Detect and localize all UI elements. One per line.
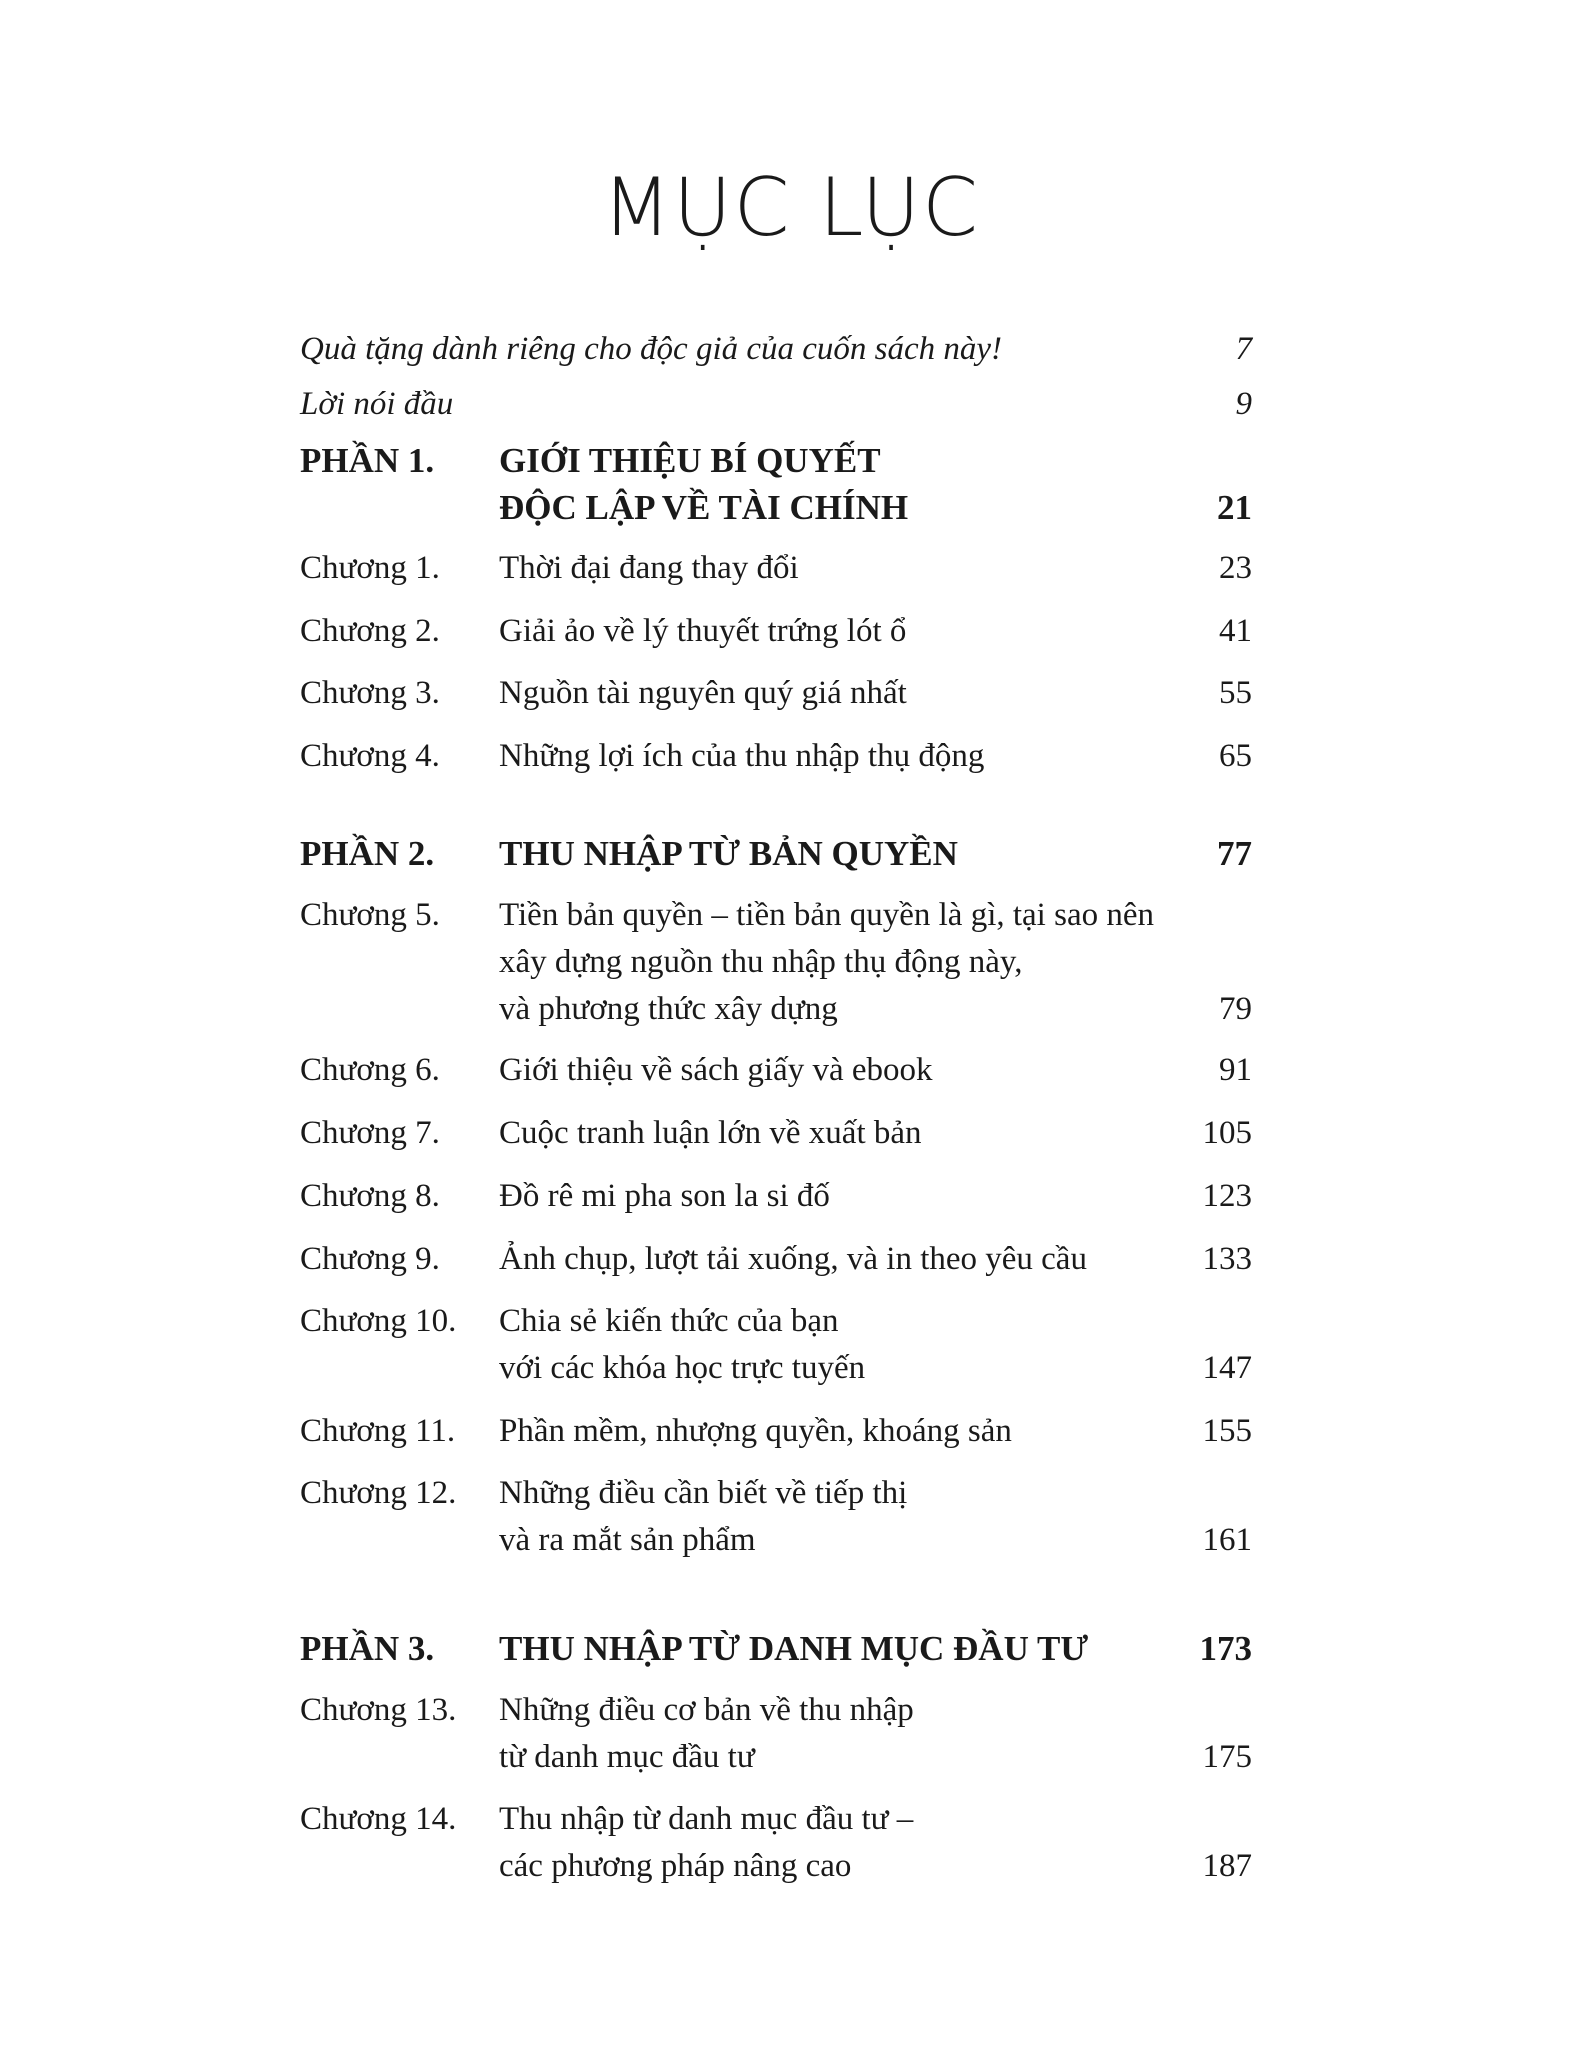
- entry-title: [499, 1408, 1189, 1455]
- page-number: 77: [1217, 834, 1252, 873]
- page-number: 123: [1202, 1178, 1252, 1214]
- entry-title-line: Giải ảo về lý thuyết trứng lót ổ: [499, 613, 907, 649]
- page-number: 21: [1217, 488, 1252, 527]
- page-number: 41: [1219, 613, 1252, 649]
- entry-label: Chương 9.: [300, 1241, 440, 1277]
- part-heading[interactable]: [300, 437, 1252, 531]
- entry-title-line: từ danh mục đầu tư: [499, 1739, 755, 1775]
- entry-title: [499, 1047, 1189, 1094]
- entry-title: [499, 1236, 1189, 1283]
- page-number: 91: [1219, 1052, 1252, 1088]
- entry-title: [499, 437, 1189, 531]
- entry-title-line: các phương pháp nâng cao: [499, 1848, 852, 1884]
- page-title: MỤC LỤC: [602, 161, 980, 254]
- entry-label: Chương 14.: [300, 1801, 457, 1837]
- page-number: 133: [1202, 1241, 1252, 1277]
- entry-title-line: THU NHẬP TỪ DANH MỤC ĐẦU TƯ: [499, 1629, 1089, 1668]
- entry-label: Chương 12.: [300, 1475, 457, 1511]
- entry-label: Chương 6.: [300, 1052, 440, 1088]
- chapter-entry[interactable]: [300, 1236, 1252, 1283]
- entry-label: Chương 3.: [300, 675, 440, 711]
- entry-title-line: và phương thức xây dựng: [499, 991, 838, 1027]
- entry-title: [300, 381, 1200, 428]
- entry-title-line: Cuộc tranh luận lớn về xuất bản: [499, 1115, 922, 1151]
- entry-title: [499, 1298, 1189, 1392]
- entry-title: [300, 326, 1200, 373]
- entry-title: [499, 1625, 1189, 1672]
- entry-label: Chương 11.: [300, 1413, 456, 1449]
- chapter-entry[interactable]: [300, 1687, 1252, 1781]
- entry-title-line: Chia sẻ kiến thức của bạn: [499, 1303, 839, 1339]
- page-number: 23: [1219, 550, 1252, 586]
- entry-title-line: với các khóa học trực tuyến: [499, 1350, 866, 1386]
- chapter-entry[interactable]: [300, 545, 1252, 592]
- entry-title: [499, 1110, 1189, 1157]
- entry-title: [499, 608, 1189, 655]
- chapter-entry[interactable]: [300, 733, 1252, 780]
- entry-title-line: THU NHẬP TỪ BẢN QUYỀN: [499, 834, 958, 873]
- chapter-entry[interactable]: [300, 1047, 1252, 1094]
- front-entry[interactable]: [300, 326, 1252, 373]
- entry-title-line: Quà tặng dành riêng cho độc giả của cuốn sách này!: [300, 331, 1003, 367]
- entry-title-line: Ảnh chụp, lượt tải xuống, và in theo yêu cầu: [499, 1241, 1087, 1277]
- entry-label: Chương 8.: [300, 1178, 440, 1214]
- chapter-entry[interactable]: [300, 1173, 1252, 1220]
- entry-title: [499, 1470, 1189, 1564]
- entry-title-line: ĐỘC LẬP VỀ TÀI CHÍNH: [499, 488, 909, 527]
- entry-title-line: Những lợi ích của thu nhập thụ động: [499, 738, 985, 774]
- entry-label: Chương 13.: [300, 1692, 457, 1728]
- entry-title: [499, 1687, 1189, 1781]
- page-number: 187: [1202, 1848, 1252, 1884]
- entry-label: Chương 7.: [300, 1115, 440, 1151]
- entry-label: Chương 10.: [300, 1303, 457, 1339]
- entry-label: Chương 4.: [300, 738, 440, 774]
- chapter-entry[interactable]: [300, 1796, 1252, 1890]
- part-heading[interactable]: [300, 830, 1252, 877]
- chapter-entry[interactable]: [300, 892, 1252, 1033]
- entry-title-line: Phần mềm, nhượng quyền, khoáng sản: [499, 1413, 1012, 1449]
- entry-title: [499, 545, 1189, 592]
- entry-title-line: GIỚI THIỆU BÍ QUYẾT: [499, 441, 881, 480]
- entry-title: [499, 1796, 1189, 1890]
- chapter-entry[interactable]: [300, 1408, 1252, 1455]
- entry-title: [499, 733, 1189, 780]
- entry-title-line: Lời nói đầu: [300, 386, 454, 422]
- entry-title-line: Tiền bản quyền – tiền bản quyền là gì, tại sao nên: [499, 897, 1154, 933]
- chapter-entry[interactable]: [300, 608, 1252, 655]
- entry-title-line: Thời đại đang thay đổi: [499, 550, 799, 586]
- entry-title-line: Nguồn tài nguyên quý giá nhất: [499, 675, 907, 711]
- page-number: 65: [1219, 738, 1252, 774]
- page-number: 155: [1202, 1413, 1252, 1449]
- page-number: 7: [1235, 331, 1252, 367]
- chapter-entry[interactable]: [300, 1470, 1252, 1564]
- entry-title-line: xây dựng nguồn thu nhập thụ động này,: [499, 944, 1023, 980]
- entry-title-line: và ra mắt sản phẩm: [499, 1522, 756, 1558]
- entry-title-line: Đồ rê mi pha son la si đố: [499, 1178, 830, 1214]
- page-number: 9: [1235, 386, 1252, 422]
- page-number: 175: [1202, 1739, 1252, 1775]
- entry-label: Chương 1.: [300, 550, 440, 586]
- front-entry[interactable]: [300, 381, 1252, 428]
- entry-title: [499, 1173, 1189, 1220]
- entry-label: PHẦN 2.: [300, 834, 435, 873]
- entry-label: Chương 2.: [300, 613, 440, 649]
- page-number: 79: [1219, 991, 1252, 1027]
- entry-label: PHẦN 1.: [300, 441, 435, 480]
- page-number: 147: [1202, 1350, 1252, 1386]
- page-number: 173: [1199, 1629, 1252, 1668]
- entry-title-line: Những điều cần biết về tiếp thị: [499, 1475, 908, 1511]
- chapter-entry[interactable]: [300, 1298, 1252, 1392]
- entry-title: [499, 830, 1189, 877]
- entry-label: PHẦN 3.: [300, 1629, 435, 1668]
- entry-title: [499, 892, 1189, 1033]
- entry-title-line: Những điều cơ bản về thu nhập: [499, 1692, 914, 1728]
- page-number: 161: [1202, 1522, 1252, 1558]
- part-heading[interactable]: [300, 1625, 1252, 1672]
- chapter-entry[interactable]: [300, 1110, 1252, 1157]
- page-number: 55: [1219, 675, 1252, 711]
- entry-title-line: Thu nhập từ danh mục đầu tư –: [499, 1801, 914, 1837]
- entry-title: [499, 670, 1189, 717]
- entry-title-line: Giới thiệu về sách giấy và ebook: [499, 1052, 933, 1088]
- entry-label: Chương 5.: [300, 897, 440, 933]
- chapter-entry[interactable]: [300, 670, 1252, 717]
- page-number: 105: [1202, 1115, 1252, 1151]
